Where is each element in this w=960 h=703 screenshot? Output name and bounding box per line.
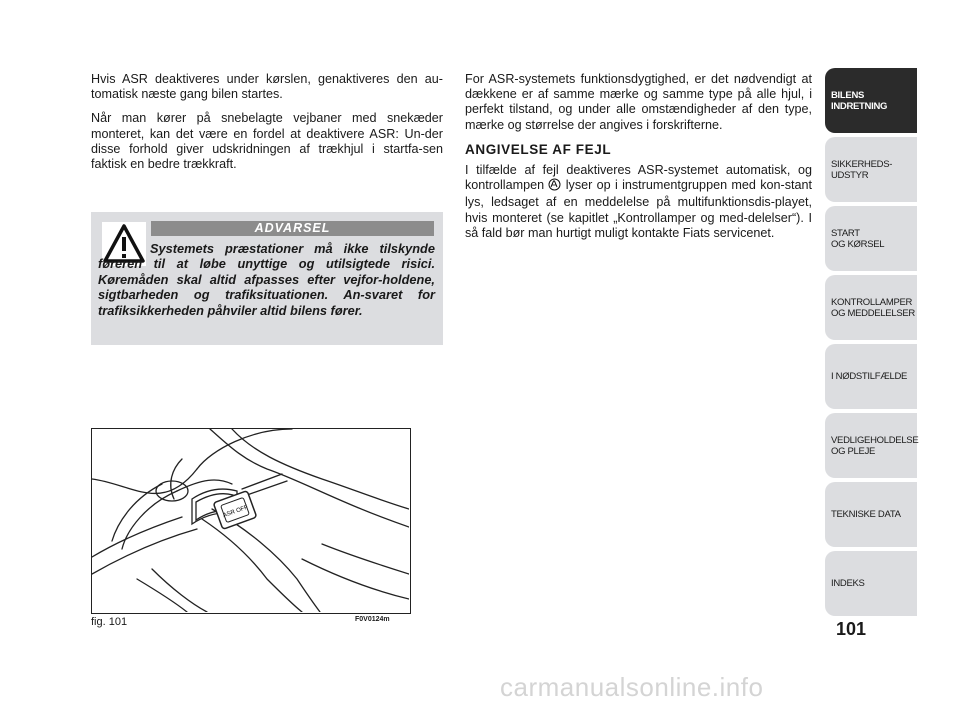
left-column (91, 72, 443, 181)
tab-indeks[interactable]: INDEKS (825, 551, 917, 616)
tab-sikkerhedsudstyr[interactable]: SIKKERHEDS- UDSTYR (825, 137, 917, 202)
warning-box (91, 212, 443, 345)
paragraph-snow-chains: Når man kører på snebelagte vejbaner med snekæder monteret, kan det være en fordel at deaktivere ASR: Un-der disse forhold giver udskridningen af trækhjul i startfa-sen faktisk en bedre trækkraft. (91, 111, 443, 172)
tab-i-nodstilfaelde[interactable]: I NØDSTILFÆLDE (825, 344, 917, 409)
figure-caption: fig. 101 (91, 616, 128, 628)
watermark: carmanualsonline.info (500, 672, 764, 702)
tab-vedligeholdelse[interactable]: VEDLIGEHOLDELSE OG PLEJE (825, 413, 917, 478)
right-column (465, 72, 812, 250)
tab-kontrollamper[interactable]: KONTROLLAMPER OG MEDDELELSER (825, 275, 917, 340)
asr-warning-lamp-icon (548, 178, 561, 195)
paragraph-tire-requirements: For ASR-systemets funktionsdygtighed, er det nødvendigt at dækkene er af samme mærke og samme type på alle hjul, i perfekt tilstand, og under alle omstændigheder af den type, mærke og størrelse der angives i forskrifterne. (465, 72, 812, 132)
asr-off-button (213, 491, 256, 530)
warning-heading: ADVARSEL (151, 221, 434, 236)
page-number: 101 (836, 619, 867, 639)
console-illustration (92, 429, 409, 612)
tab-bilens-indretning[interactable]: BILENS INDRETNING (825, 68, 917, 133)
paragraph-asr-reactivation: Hvis ASR deaktiveres under kørslen, genaktiveres den au-tomatisk næste gang bilen startes. (91, 72, 443, 102)
asr-button-label: ASR OFF (222, 504, 249, 520)
paragraph-fault-part2: lyser op i instrumentgruppen med kon-stant lys, ledsaget af en meddelelse på multifunktionsdis-playet, hvis monteret (se kapitlet „Kontrollamper og med-delelser“). I så fald bør man hurtigt muligt kontakte Fiats servicenet. (465, 178, 812, 240)
paragraph-fault-part1: I tilfælde af fejl deaktiveres ASR-systemet automatisk, og kontrollampen (465, 163, 812, 193)
paragraph-fault (465, 163, 812, 241)
tab-tekniske-data[interactable]: TEKNISKE DATA (825, 482, 917, 547)
figure-asr-button (91, 428, 411, 614)
section-heading-fault: ANGIVELSE AF FEJL (465, 141, 612, 157)
tab-start-og-korsel[interactable]: START OG KØRSEL (825, 206, 917, 271)
figure-code: F0V0124m (355, 616, 390, 623)
warning-text: Systemets præstationer må ikke tilskynde føreren til at løbe unyttige og utilsigtede risici. Køremåden skal altid afpasses efter vejfor-holdene, sigtbarheden og trafiksituationen. An-svaret for trafiksikkerheden påhviler altid bilens fører. (98, 241, 435, 318)
